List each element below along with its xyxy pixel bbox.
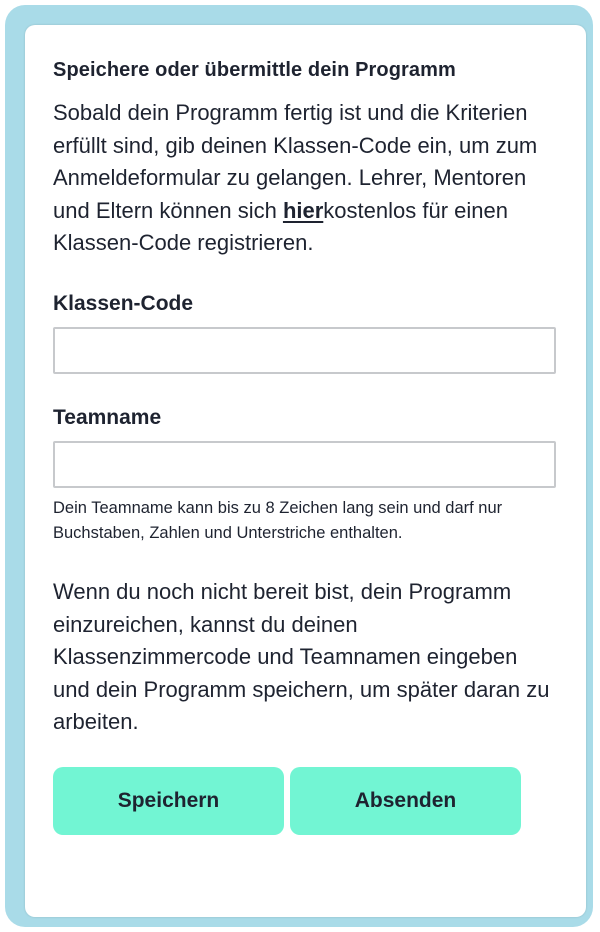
save-button[interactable]: Speichern [53,767,284,835]
form-heading: Speichere oder übermittle dein Programm [53,59,456,81]
dialog-frame [5,5,593,927]
intro-text-end: kostenlos für einen Klassen-Code registrieren. [53,197,508,255]
submit-button[interactable]: Absenden [290,767,521,835]
intro-text-start: Sobald dein Programm fertig ist und die Kriterien erfüllt sind, gib deinen Klassen-Code ein, um zum Anmeldeformular zu gelangen. Lehrer, Mentoren und Eltern können sich [53,100,538,223]
class-code-input[interactable] [53,327,556,374]
save-note: Wenn du noch nicht bereit bist, dein Programm einzureichen, kannst du deinen Klassenzimmercode und Teamnamen eingeben und dein Programm speichern, um später daran zu arbeiten. [53,579,550,734]
intro-text [53,97,558,260]
team-name-hint: Dein Teamname kann bis zu 8 Zeichen lang sein und darf nur Buchstaben, Zahlen und Unterstriche enthalten. [53,499,503,542]
submit-program-card [25,25,586,917]
team-name-label: Teamname [53,406,162,429]
register-link[interactable]: hier [282,197,324,223]
class-code-label: Klassen-Code [53,292,194,315]
team-name-input[interactable] [53,441,556,488]
